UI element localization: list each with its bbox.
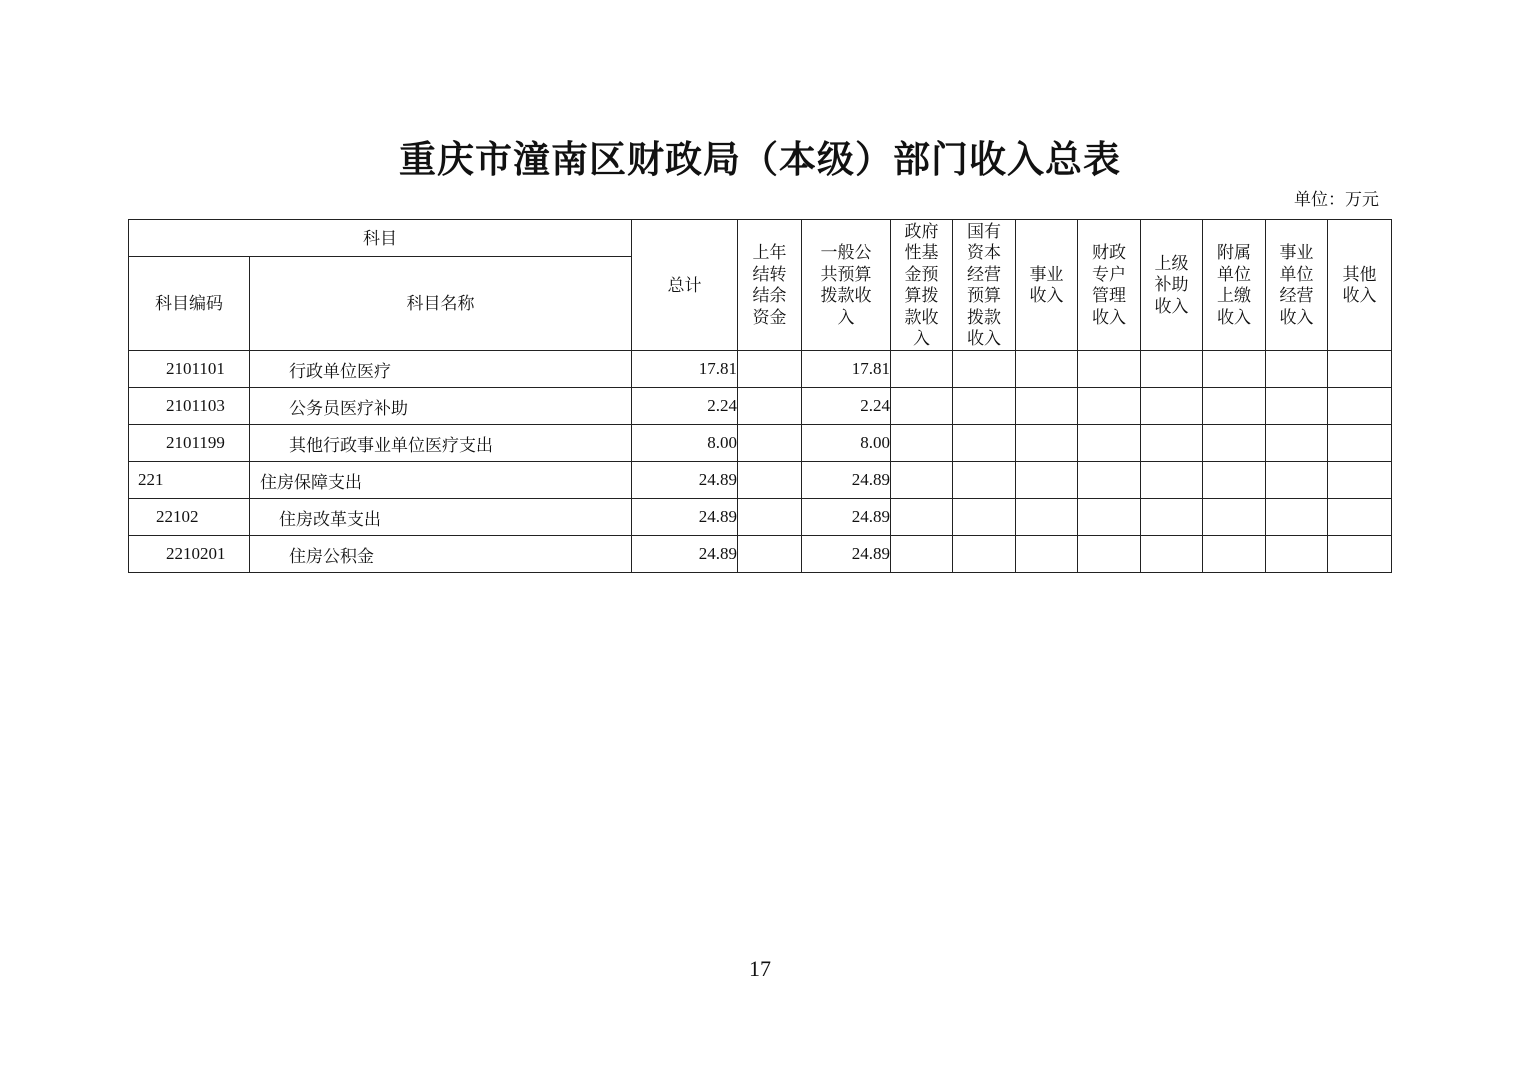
cell-empty — [738, 462, 802, 499]
cell-name: 行政单位医疗 — [250, 351, 632, 388]
table-row — [129, 536, 1392, 573]
cell-empty — [1016, 425, 1078, 462]
cell-empty — [1266, 425, 1328, 462]
cell-empty — [1203, 462, 1266, 499]
cell-empty — [1016, 462, 1078, 499]
cell-total: 17.81 — [632, 351, 738, 388]
cell-empty — [1328, 425, 1392, 462]
cell-total: 8.00 — [632, 425, 738, 462]
cell-general: 24.89 — [802, 536, 891, 573]
cell-empty — [738, 499, 802, 536]
cell-empty — [1328, 351, 1392, 388]
cell-empty — [1328, 388, 1392, 425]
table-row — [129, 462, 1392, 499]
header-state-capital: 国有资本经营预算拨款收入 — [953, 220, 1016, 351]
cell-code: 2101199 — [129, 425, 250, 462]
unit-label: 单位：万元 — [1294, 190, 1379, 210]
cell-empty — [1141, 425, 1203, 462]
cell-empty — [1078, 536, 1141, 573]
cell-general: 17.81 — [802, 351, 891, 388]
cell-empty — [1016, 388, 1078, 425]
income-summary-table — [128, 219, 1392, 573]
header-code: 科目编码 — [129, 257, 250, 351]
header-superior-subsidy: 上级补助收入 — [1141, 220, 1203, 351]
cell-general: 2.24 — [802, 388, 891, 425]
cell-name: 住房改革支出 — [250, 499, 632, 536]
cell-empty — [1016, 499, 1078, 536]
cell-empty — [1266, 536, 1328, 573]
cell-empty — [1141, 351, 1203, 388]
cell-empty — [738, 425, 802, 462]
cell-name: 住房公积金 — [250, 536, 632, 573]
cell-empty — [738, 351, 802, 388]
cell-empty — [1328, 499, 1392, 536]
header-business-income: 事业收入 — [1016, 220, 1078, 351]
cell-empty — [1203, 351, 1266, 388]
cell-empty — [1203, 536, 1266, 573]
page-title: 重庆市潼南区财政局（本级）部门收入总表 — [399, 137, 1121, 181]
cell-empty — [1078, 425, 1141, 462]
cell-code: 2101101 — [129, 351, 250, 388]
cell-code: 2101103 — [129, 388, 250, 425]
cell-empty — [1016, 351, 1078, 388]
cell-code: 2210201 — [129, 536, 250, 573]
cell-total: 2.24 — [632, 388, 738, 425]
cell-total: 24.89 — [632, 499, 738, 536]
cell-empty — [891, 425, 953, 462]
cell-empty — [953, 425, 1016, 462]
cell-empty — [1016, 536, 1078, 573]
cell-empty — [1078, 499, 1141, 536]
cell-empty — [953, 388, 1016, 425]
cell-empty — [1328, 536, 1392, 573]
table-row — [129, 388, 1392, 425]
cell-empty — [1141, 536, 1203, 573]
cell-code: 22102 — [129, 499, 250, 536]
cell-empty — [1078, 351, 1141, 388]
cell-empty — [891, 536, 953, 573]
cell-empty — [1203, 499, 1266, 536]
cell-general: 24.89 — [802, 462, 891, 499]
cell-name: 公务员医疗补助 — [250, 388, 632, 425]
header-affiliated: 附属单位上缴收入 — [1203, 220, 1266, 351]
cell-empty — [891, 462, 953, 499]
cell-empty — [1203, 388, 1266, 425]
cell-empty — [1141, 499, 1203, 536]
cell-empty — [1266, 388, 1328, 425]
table-row — [129, 499, 1392, 536]
cell-empty — [738, 388, 802, 425]
header-other: 其他收入 — [1328, 220, 1392, 351]
cell-empty — [1266, 462, 1328, 499]
header-general-budget: 一般公共预算拨款收入 — [802, 220, 891, 351]
cell-empty — [1266, 499, 1328, 536]
cell-total: 24.89 — [632, 536, 738, 573]
cell-empty — [1078, 388, 1141, 425]
cell-empty — [953, 536, 1016, 573]
header-gov-fund: 政府性基金预算拨款收入 — [891, 220, 953, 351]
header-name: 科目名称 — [250, 257, 632, 351]
cell-name: 其他行政事业单位医疗支出 — [250, 425, 632, 462]
cell-empty — [1203, 425, 1266, 462]
page-number: 17 — [749, 956, 771, 981]
cell-total: 24.89 — [632, 462, 738, 499]
cell-general: 8.00 — [802, 425, 891, 462]
cell-empty — [953, 462, 1016, 499]
cell-empty — [1266, 351, 1328, 388]
header-business-operation: 事业单位经营收入 — [1266, 220, 1328, 351]
header-total: 总计 — [632, 220, 738, 351]
cell-empty — [1078, 462, 1141, 499]
header-carryover: 上年结转结余资金 — [738, 220, 802, 351]
cell-empty — [1328, 462, 1392, 499]
cell-name: 住房保障支出 — [250, 462, 632, 499]
header-subject: 科目 — [129, 220, 632, 257]
table-row — [129, 351, 1392, 388]
cell-empty — [891, 388, 953, 425]
cell-empty — [891, 351, 953, 388]
cell-empty — [891, 499, 953, 536]
table-row — [129, 425, 1392, 462]
cell-empty — [1141, 388, 1203, 425]
cell-empty — [953, 499, 1016, 536]
cell-empty — [1141, 462, 1203, 499]
cell-empty — [953, 351, 1016, 388]
cell-general: 24.89 — [802, 499, 891, 536]
cell-empty — [738, 536, 802, 573]
cell-code: 221 — [129, 462, 250, 499]
header-fiscal-special: 财政专户管理收入 — [1078, 220, 1141, 351]
